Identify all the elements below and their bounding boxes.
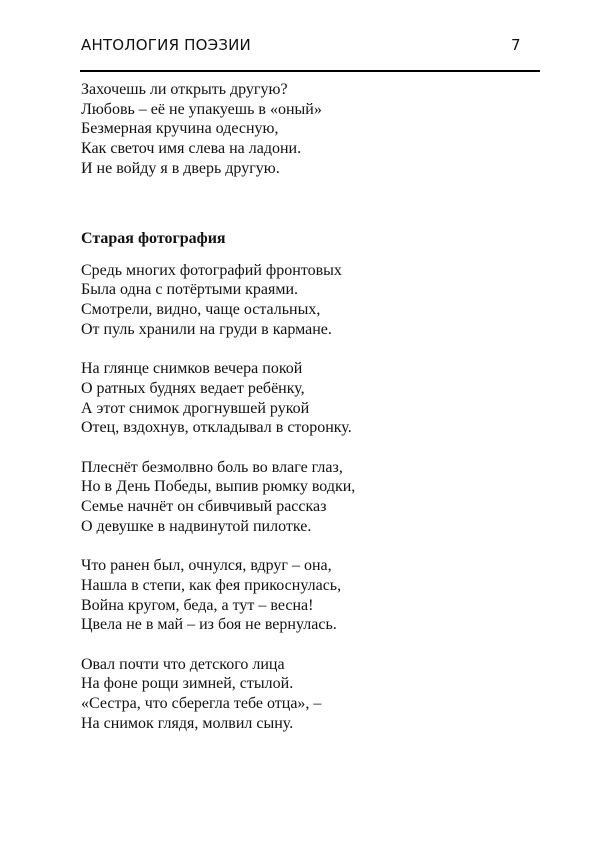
- header-rule: [80, 70, 540, 72]
- verse-line: Была одна с потёртыми краями.: [81, 281, 299, 299]
- verse-line: Семье начнёт он сбивчивый рассказ: [81, 498, 327, 516]
- verse-line: Овал почти что детского лица: [81, 655, 285, 673]
- verse-line: Смотрели, видно, чаще остальных,: [81, 301, 321, 319]
- verse-line: На снимок глядя, молвил сыну.: [81, 714, 294, 732]
- verse-line: «Сестра, что сберегла тебе отца», –: [81, 695, 322, 713]
- verse-line: Цвела не в май – из боя не вернулась.: [81, 616, 337, 634]
- verse-line: Средь многих фотографий фронтовых: [81, 261, 342, 279]
- verse-line: О девушке в надвинутой пилотке.: [81, 517, 312, 535]
- stanza: [81, 655, 355, 734]
- verse-line: Безмерная кручина одесную,: [81, 120, 279, 138]
- stanza: [81, 556, 355, 635]
- poem: [81, 229, 355, 734]
- stanza-gap: [81, 340, 355, 360]
- verse-line: Но в День Победы, выпив рюмку водки,: [81, 478, 356, 496]
- verse-line: О ратных буднях ведает ребёнку,: [81, 379, 305, 397]
- verse-line: Отец, вздохнув, откладывал в сторонку.: [81, 419, 352, 437]
- stanza-gap: [81, 635, 355, 655]
- previous-poem-ending: [81, 80, 322, 179]
- verse-line: Война кругом, беда, а тут – весна!: [81, 596, 314, 614]
- verse-line: На фоне рощи зимней, стылой.: [81, 675, 294, 693]
- verse-line: А этот снимок дрогнувшей рукой: [81, 399, 310, 417]
- stanza: [81, 458, 355, 537]
- running-header: АНТОЛОГИЯ ПОЭЗИИ: [81, 36, 251, 54]
- verse-line: Плеснёт безмолвно боль во влаге глаз,: [81, 458, 343, 476]
- stanza-gap: [81, 537, 355, 557]
- verse-line: Нашла в степи, как фея прикоснулась,: [81, 576, 342, 594]
- stanza-gap: [81, 438, 355, 458]
- verse-line: Как светоч имя слева на ладони.: [81, 140, 302, 158]
- verse-line: На глянце снимков вечера покой: [81, 360, 303, 378]
- stanza: [81, 261, 355, 340]
- poem-title: Старая фотография: [81, 230, 226, 247]
- verse-line: Захочешь ли открыть другую?: [81, 81, 288, 98]
- verse-line: Что ранен был, очнулся, вдруг – она,: [81, 557, 332, 575]
- verse-line: От пуль хранили на груди в кармане.: [81, 320, 332, 338]
- page-number: 7: [511, 36, 521, 54]
- verse-line: Любовь – её не упакуешь в «оный»: [81, 100, 322, 118]
- verse-line: И не войду я в дверь другую.: [81, 159, 280, 177]
- stanza: [81, 359, 355, 438]
